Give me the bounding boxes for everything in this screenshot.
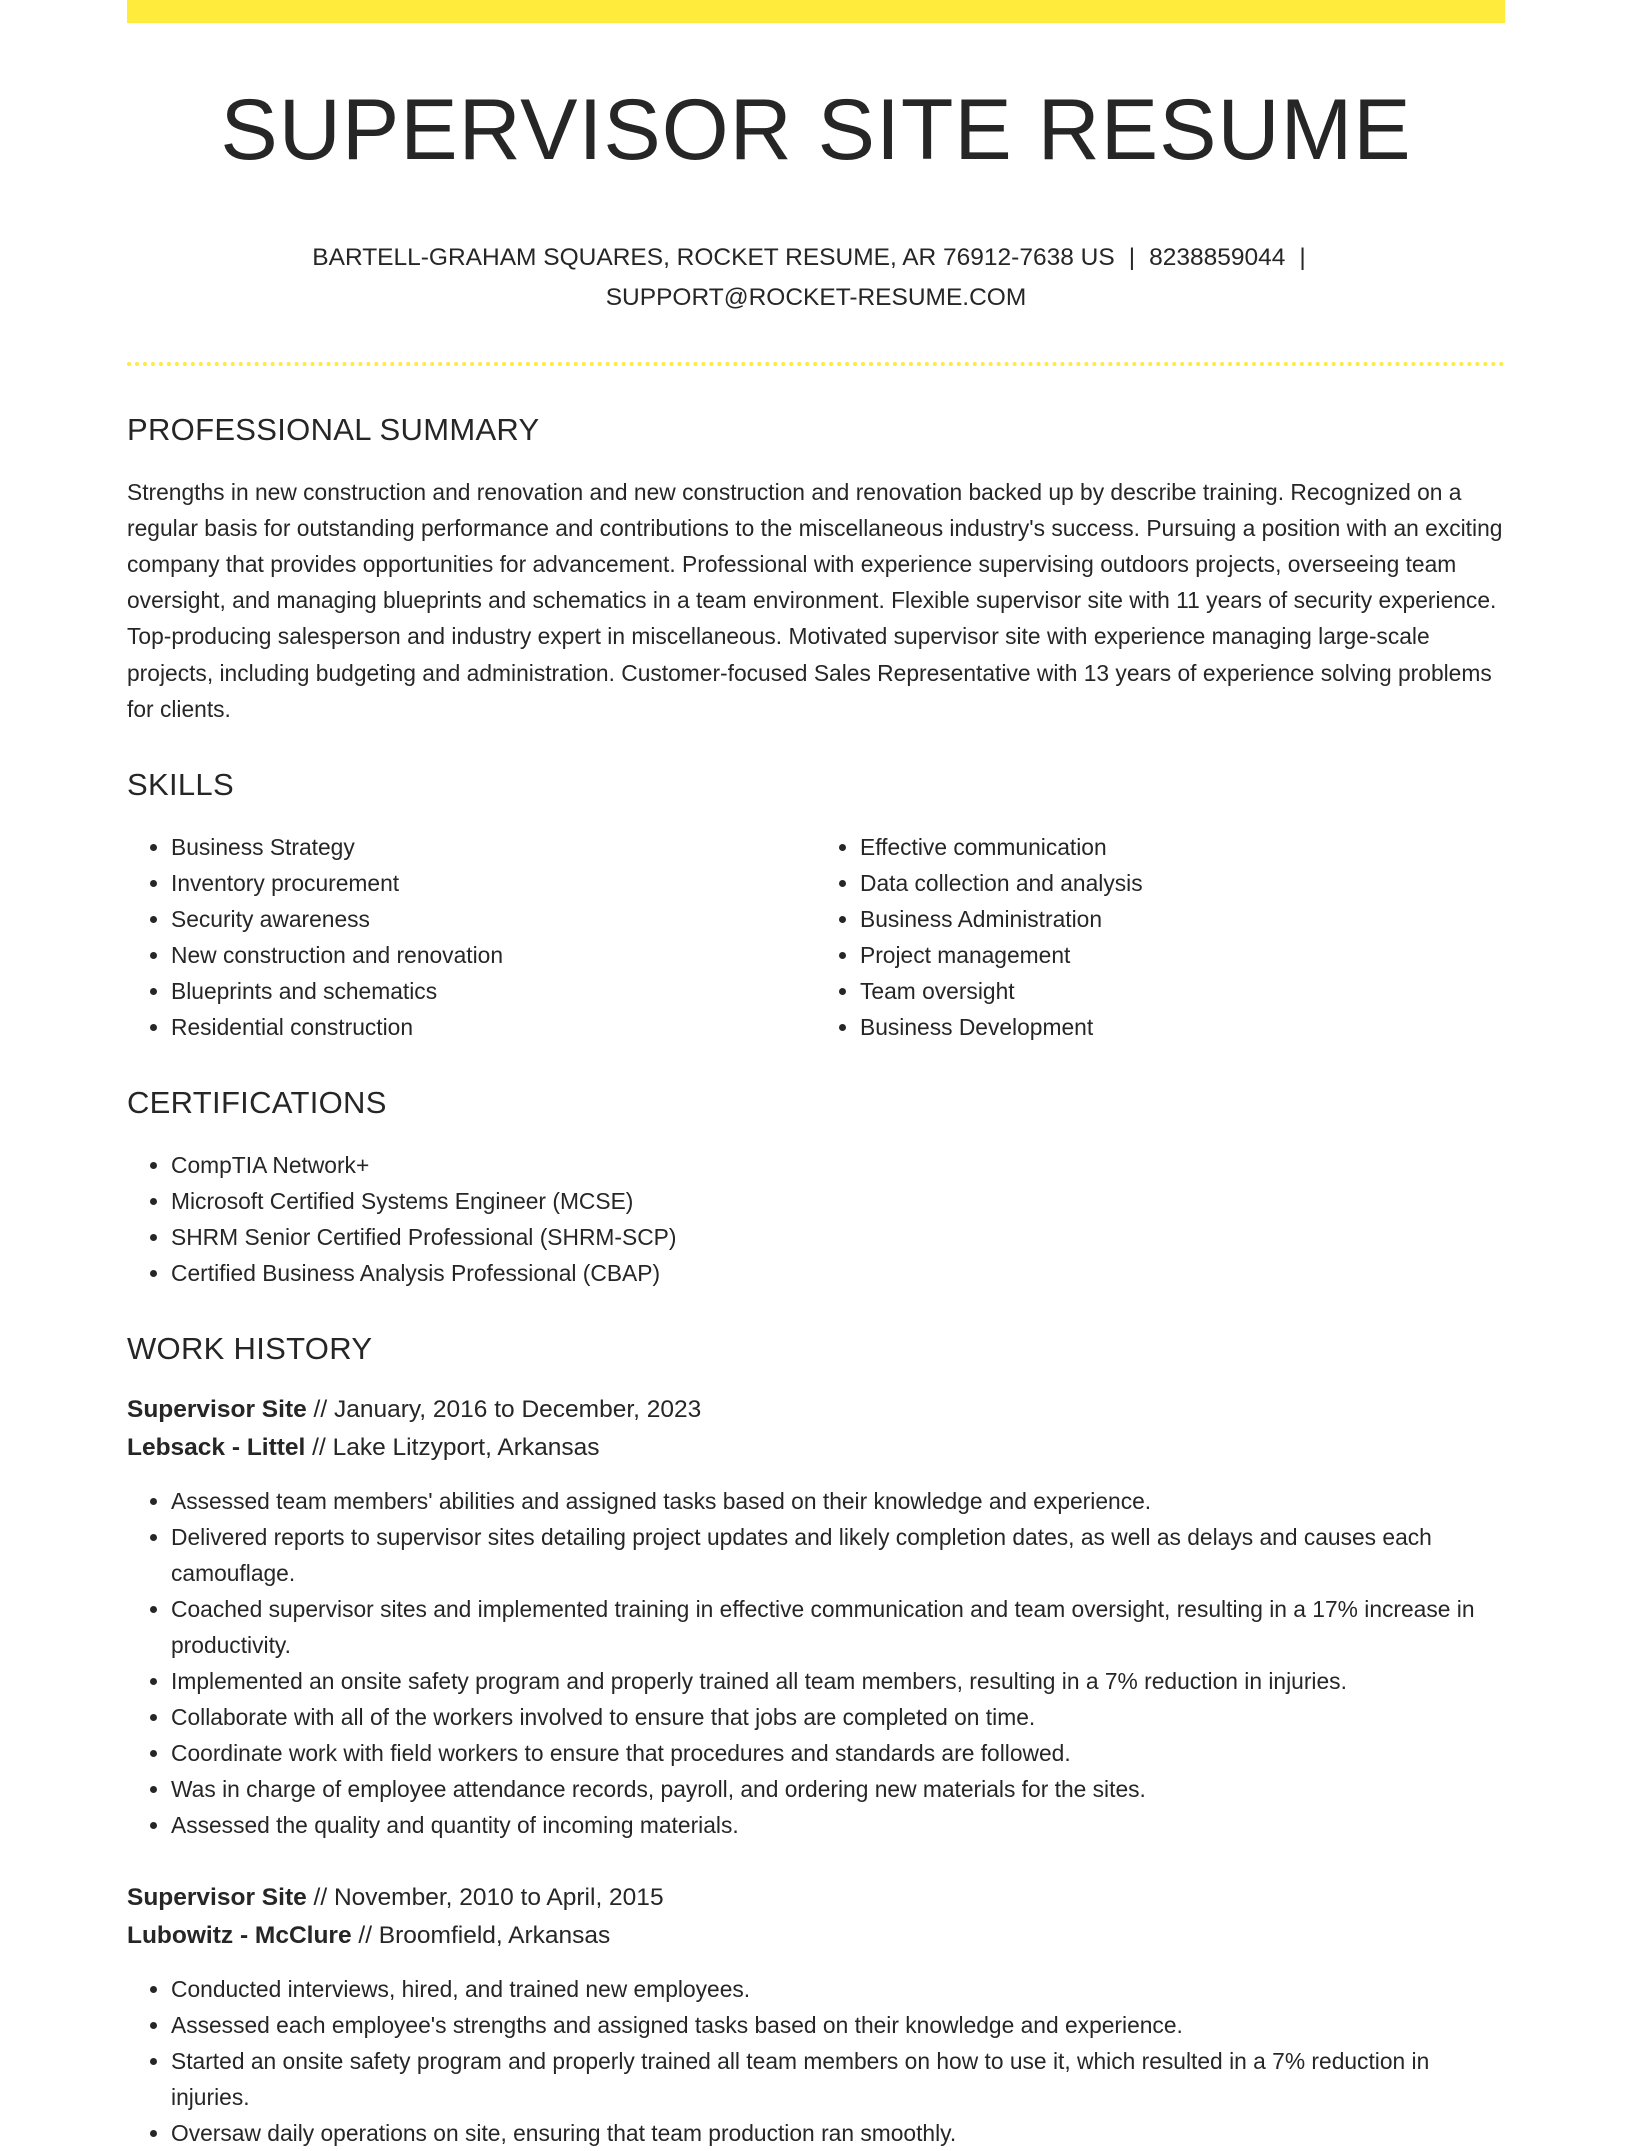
summary-text: Strengths in new construction and renovation and new construction and renovation backed up by describe training. Recognized on a regular basis for outstanding performance and contributions to the miscellaneous industry's success. Pursuing a position with an exciting company that provides opportunities for advancement. Professional with experience supervising outdoors projects, overseeing team oversight, and managing blueprints and schematics in a team environment. Flexible supervisor site with 11 years of security experience. Top-producing salesperson and industry expert in miscellaneous. Motivated supervisor site with experience managing large-scale projects, including budgeting and administration. Customer-focused Sales Representative with 13 years of experience solving problems for clients. bbox=[127, 478, 1503, 722]
job-duties-list bbox=[127, 1971, 1505, 2151]
job-location: // Broomfield, Arkansas bbox=[351, 1922, 611, 1950]
job-company: Lubowitz - McClure bbox=[127, 1922, 352, 1950]
skill-item: • Data collection and analysis bbox=[860, 865, 1505, 901]
job-company-line bbox=[127, 1917, 1505, 1955]
skill-item: • Residential construction bbox=[171, 1009, 816, 1045]
email: SUPPORT@ROCKET-RESUME.COM bbox=[605, 283, 1027, 311]
job-duty: • Oversaw daily operations on site, ensuring that team production ran smoothly. bbox=[171, 2115, 1505, 2151]
skill-item: • Team oversight bbox=[860, 973, 1505, 1009]
job-duty: • Delivered reports to supervisor sites detailing project updates and likely completion dates, as well as delays and causes each camouflage. bbox=[171, 1519, 1505, 1591]
job-company-line bbox=[127, 1429, 1505, 1467]
contact-separator: | bbox=[1128, 243, 1136, 271]
contact-separator: | bbox=[1299, 243, 1306, 271]
phone: 8238859044 bbox=[1149, 243, 1286, 271]
job-title: Supervisor Site bbox=[127, 1884, 307, 1912]
job-duty: • Coordinate work with field workers to ensure that procedures and standards are followed. bbox=[171, 1735, 1505, 1771]
job-duty: • Was in charge of employee attendance records, payroll, and ordering new materials for the sites. bbox=[171, 1771, 1505, 1807]
certification-item: • CompTIA Network+ bbox=[171, 1147, 1505, 1183]
job-header bbox=[127, 1879, 1505, 1955]
job-duty: • Assessed the quality and quantity of incoming materials. bbox=[171, 1807, 1505, 1843]
certification-item: • Microsoft Certified Systems Engineer (MCSE) bbox=[171, 1183, 1505, 1219]
summary-heading: PROFESSIONAL SUMMARY bbox=[127, 411, 540, 447]
skill-item: • New construction and renovation bbox=[171, 937, 816, 973]
job-company: Lebsack - Littel bbox=[127, 1434, 306, 1462]
skills-list-right bbox=[816, 829, 1505, 1045]
job-duty: • Implemented an onsite safety program and properly trained all team members, resulting in a 7% reduction in injuries. bbox=[171, 1663, 1505, 1699]
job-duty: • Collaborate with all of the workers involved to ensure that jobs are completed on time. bbox=[171, 1699, 1505, 1735]
address: BARTELL-GRAHAM SQUARES, ROCKET RESUME, AR 76912-7638 US bbox=[312, 243, 1115, 271]
skills-heading: SKILLS bbox=[127, 767, 234, 803]
job-title-line bbox=[127, 1879, 1505, 1917]
skill-item: • Security awareness bbox=[171, 901, 816, 937]
job-duty: • Conducted interviews, hired, and trained new employees. bbox=[171, 1971, 1505, 2007]
skill-item: • Business Strategy bbox=[171, 829, 816, 865]
certification-item: • SHRM Senior Certified Professional (SHRM-SCP) bbox=[171, 1219, 1505, 1255]
job-title-line bbox=[127, 1391, 1505, 1429]
resume-title: SUPERVISOR SITE RESUME bbox=[220, 82, 1412, 178]
certification-item: • Certified Business Analysis Professional (CBAP) bbox=[171, 1255, 1505, 1291]
job-duty: • Coached supervisor sites and implemented training in effective communication and team oversight, resulting in a 17% increase in productivity. bbox=[171, 1591, 1505, 1663]
skill-item: • Effective communication bbox=[860, 829, 1505, 865]
skills-list-left bbox=[127, 829, 816, 1045]
certifications-list bbox=[127, 1147, 1505, 1291]
job-duty: • Started an onsite safety program and properly trained all team members on how to use it, which resulted in a 7% reduction in injuries. bbox=[171, 2043, 1505, 2115]
work-history-heading: WORK HISTORY bbox=[127, 1331, 373, 1367]
skill-item: • Inventory procurement bbox=[171, 865, 816, 901]
job-dates: // January, 2016 to December, 2023 bbox=[306, 1396, 702, 1424]
job-header bbox=[127, 1391, 1505, 1467]
top-accent-bar bbox=[127, 0, 1505, 23]
job-title: Supervisor Site bbox=[127, 1396, 307, 1424]
job-location: // Lake Litzyport, Arkansas bbox=[305, 1434, 600, 1462]
job-duties-list bbox=[127, 1483, 1505, 1843]
certifications-heading: CERTIFICATIONS bbox=[127, 1085, 387, 1121]
skill-item: • Project management bbox=[860, 937, 1505, 973]
dotted-divider bbox=[127, 362, 1505, 366]
job-duty: • Assessed each employee's strengths and assigned tasks based on their knowledge and experience. bbox=[171, 2007, 1505, 2043]
contact-info bbox=[127, 238, 1505, 318]
skill-item: • Blueprints and schematics bbox=[171, 973, 816, 1009]
job-dates: // November, 2010 to April, 2015 bbox=[306, 1884, 664, 1912]
skill-item: • Business Administration bbox=[860, 901, 1505, 937]
job-duty: • Assessed team members' abilities and assigned tasks based on their knowledge and experience. bbox=[171, 1483, 1505, 1519]
resume-page bbox=[127, 0, 1505, 2151]
skills-columns bbox=[127, 829, 1505, 1045]
skill-item: • Business Development bbox=[860, 1009, 1505, 1045]
